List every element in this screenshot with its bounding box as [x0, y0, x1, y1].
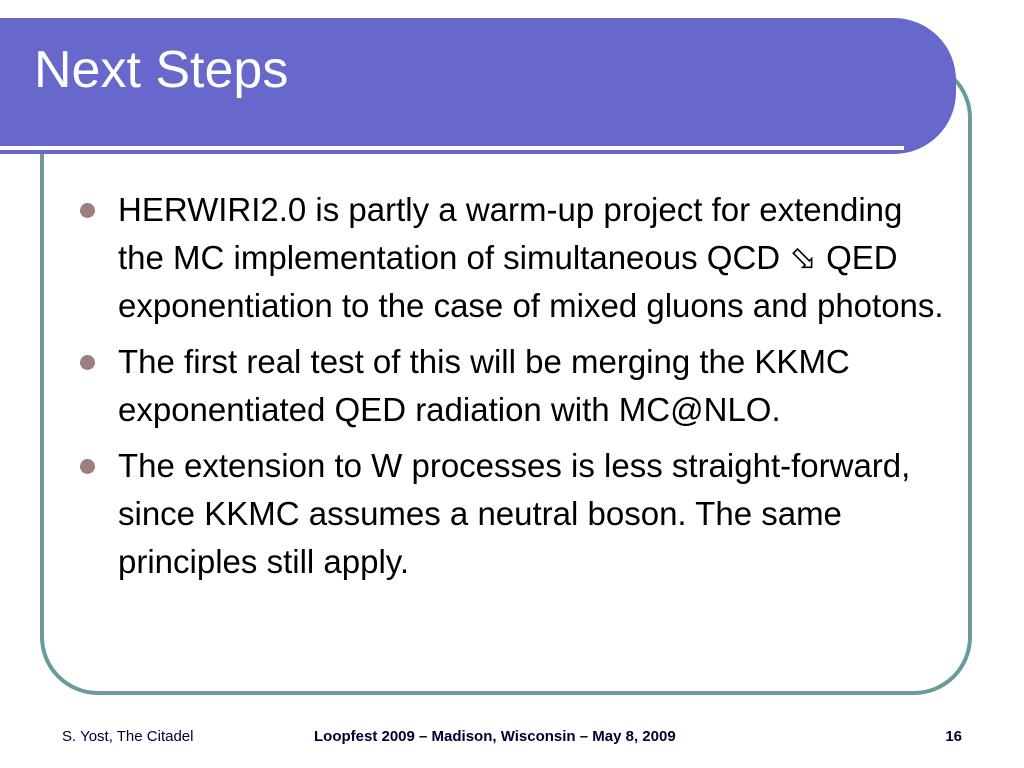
- bullet-item-1: [80, 186, 950, 330]
- bullet-text: The first real test of this will be merging the KKMC exponentiated QED radiation with MC@NLO.: [118, 343, 850, 428]
- bullet-dot-icon: [80, 355, 95, 370]
- bullet-item-3: [80, 442, 950, 586]
- footer-event: Loopfest 2009 – Madison, Wisconsin – May 8, 2009: [314, 728, 676, 745]
- title-underline: [0, 146, 904, 150]
- footer-author: S. Yost, The Citadel: [62, 728, 194, 745]
- bullet-text: HERWIRI2.0 is partly a warm-up project for extending the MC implementation of simultaneous QCD ⬂ QED exponentiation to the case of mixed gluons and photons.: [118, 191, 944, 324]
- slide-number: 16: [945, 728, 962, 745]
- bullet-dot-icon: [80, 203, 95, 218]
- bullet-dot-icon: [80, 459, 95, 474]
- slide-title: Next Steps: [34, 41, 289, 99]
- bullet-list: [80, 186, 950, 594]
- bullet-text: The extension to W processes is less straight-forward, since KKMC assumes a neutral boson. The same principles still apply.: [118, 447, 911, 580]
- bullet-item-2: [80, 338, 950, 434]
